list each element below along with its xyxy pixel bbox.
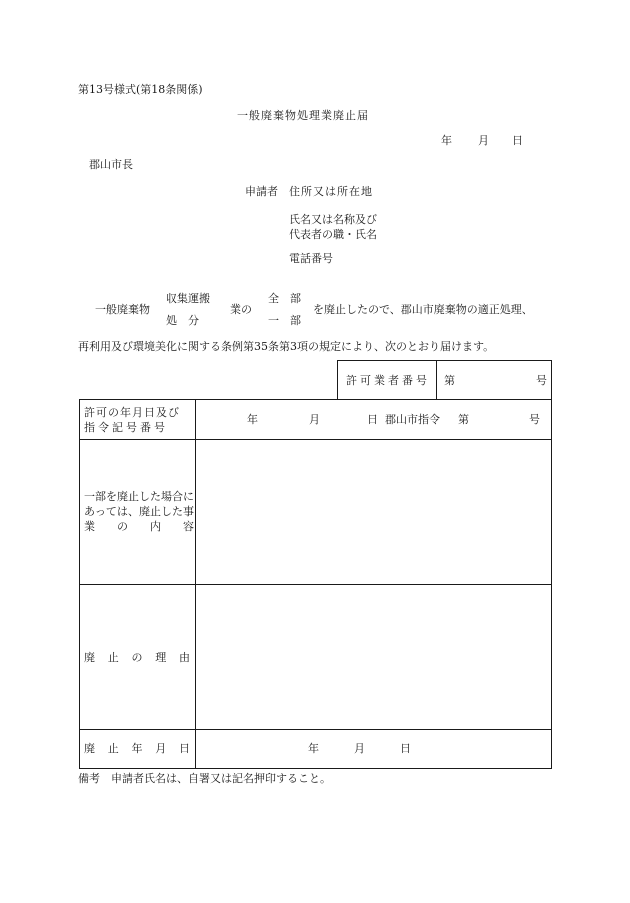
addressee: 郡山市長 <box>89 158 133 171</box>
permit-month: 月 <box>309 413 320 426</box>
permit-date-label-line1: 許可の年月日及び <box>84 406 180 419</box>
applicant-name-line2: 代表者の職・氏名 <box>289 228 377 241</box>
body-scope-bottom: 一 部 <box>268 314 301 327</box>
body-scope-top: 全 部 <box>268 292 301 305</box>
date-month: 月 <box>478 134 489 147</box>
applicant-label: 申請者 <box>245 185 278 198</box>
abolish-day: 日 <box>400 742 411 755</box>
table-line <box>79 399 552 400</box>
permit-directive-suffix: 号 <box>529 413 540 426</box>
permit-year: 年 <box>247 413 258 426</box>
body-type-bottom: 処 分 <box>166 314 199 327</box>
body-continuation: を廃止したので、郡山市廃棄物の適正処理、 <box>313 303 533 316</box>
permit-day: 日 <box>367 413 378 426</box>
body-waste: 一般廃棄物 <box>95 303 150 316</box>
permit-date-label-line2: 指令記号番号 <box>84 421 168 434</box>
table-line <box>79 768 552 769</box>
partial-abolish-label: 一部を廃止した場合にあっては、廃止した事業の内容 <box>84 490 194 533</box>
reason-label: 廃止の理由 <box>84 651 190 664</box>
table-line <box>195 399 196 769</box>
body-type-top: 収集運搬 <box>166 292 210 305</box>
abolish-year: 年 <box>308 742 319 755</box>
permit-directive-prefix: 第 <box>458 413 469 426</box>
applicant-name-line1: 氏名又は名称及び <box>289 213 377 226</box>
body-suffix: 業の <box>230 303 252 316</box>
table-line <box>79 584 552 585</box>
table-line <box>337 360 552 361</box>
note: 備考 申請者氏名は、自署又は記名押印すること。 <box>78 772 331 785</box>
table-line <box>551 360 552 769</box>
abolish-date-label: 廃止年月日 <box>84 742 190 755</box>
table-line <box>79 729 552 730</box>
page-title: 一般廃棄物処理業廃止届 <box>237 109 369 122</box>
permit-number-suffix: 号 <box>536 374 547 387</box>
date-year: 年 <box>441 134 452 147</box>
table-line <box>436 360 437 400</box>
table-line <box>79 439 552 440</box>
permit-directive: 郡山市指令 <box>385 413 440 426</box>
applicant-phone: 電話番号 <box>289 252 333 265</box>
permit-number-prefix: 第 <box>444 374 455 387</box>
table-line <box>337 360 338 400</box>
permit-number-label: 許可業者番号 <box>346 374 430 387</box>
applicant-address: 住所又は所在地 <box>289 185 373 198</box>
body-line2: 再利用及び環境美化に関する条例第35条第3項の規定により、次のとおり届けます。 <box>78 340 495 353</box>
date-day: 日 <box>512 134 523 147</box>
abolish-month: 月 <box>354 742 365 755</box>
table-line <box>79 399 80 769</box>
form-number: 第13号様式(第18条関係) <box>78 83 203 96</box>
